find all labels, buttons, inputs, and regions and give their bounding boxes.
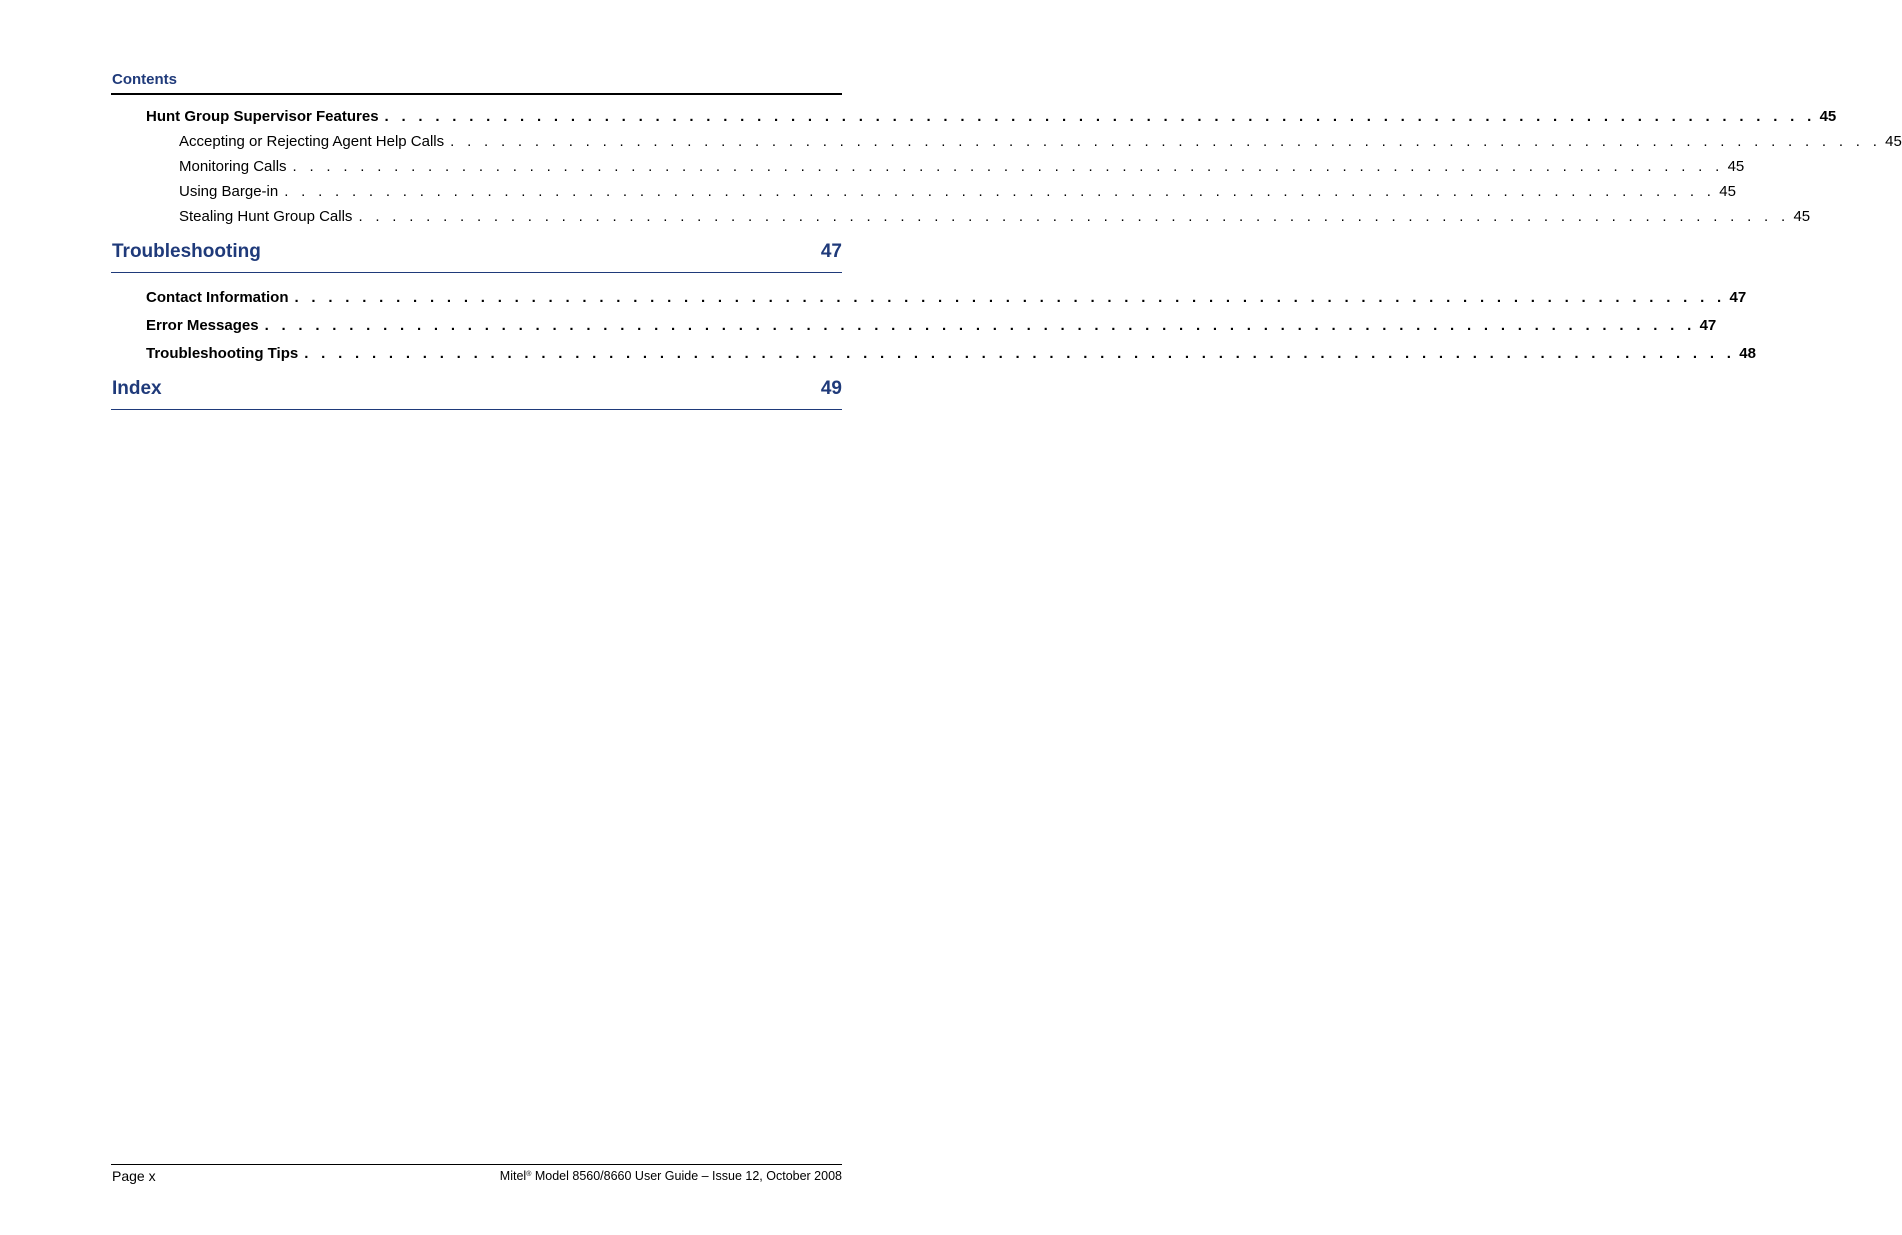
toc-entry-using-barge-in[interactable] <box>179 183 1736 200</box>
section-label: Contents <box>112 71 177 88</box>
dot-leader: . . . . . . . . . . . . . . . . . . . . . . . . . . . . . . . . . . . . . . . . . . . . . . . . . . . . . . . . . . . . . . . . . . . . . . . . . . . . . . . . . . . . . <box>358 208 1790 225</box>
chapter-rule <box>111 409 842 410</box>
toc-entry-accepting-rejecting-agent-help-calls[interactable] <box>179 133 1902 150</box>
toc-entry-stealing-hunt-group-calls[interactable] <box>179 208 1811 225</box>
footer-guide-title: Model 8560/8660 User Guide – Issue 12, October 2008 <box>531 1169 842 1183</box>
toc-entry-title: Accepting or Rejecting Agent Help Calls <box>179 133 445 150</box>
footer-guide-info <box>500 1169 842 1183</box>
toc-entry-page: 45 <box>1727 158 1745 175</box>
toc-chapter-troubleshooting[interactable] <box>112 241 842 263</box>
toc-chapter-index[interactable] <box>112 378 842 400</box>
page-number: Page x <box>112 1168 156 1184</box>
toc-entry-title: Contact Information <box>146 289 289 306</box>
header-rule <box>111 93 842 95</box>
toc-entry-hunt-group-supervisor-features[interactable] <box>146 108 1837 125</box>
dot-leader: . . . . . . . . . . . . . . . . . . . . . . . . . . . . . . . . . . . . . . . . . . . . . . . . . . . . . . . . . . . . . . . . . . . . . . . . . . . . . . . . . . . . . <box>450 133 1882 150</box>
toc-entry-page: 45 <box>1793 208 1811 225</box>
toc-entry-troubleshooting-tips[interactable] <box>146 345 1756 362</box>
toc-entry-page: 48 <box>1739 345 1756 362</box>
toc-entry-title: Monitoring Calls <box>179 158 287 175</box>
toc-entry-page: 45 <box>1719 183 1736 200</box>
dot-leader: . . . . . . . . . . . . . . . . . . . . . . . . . . . . . . . . . . . . . . . . . . . . . . . . . . . . . . . . . . . . . . . . . . . . . . . . . . . . . . . . . . . . . <box>284 183 1716 200</box>
dot-leader: . . . . . . . . . . . . . . . . . . . . . . . . . . . . . . . . . . . . . . . . . . . . . . . . . . . . . . . . . . . . . . . . . . . . . . . . . . . . . . . . . . . . . <box>384 108 1816 125</box>
chapter-title: Troubleshooting <box>112 241 261 262</box>
chapter-page: 49 <box>820 378 842 399</box>
dot-leader: . . . . . . . . . . . . . . . . . . . . . . . . . . . . . . . . . . . . . . . . . . . . . . . . . . . . . . . . . . . . . . . . . . . . . . . . . . . . . . . . . . . . . <box>304 345 1736 362</box>
toc-entry-page: 45 <box>1819 108 1837 125</box>
toc-entry-contact-information[interactable] <box>146 289 1747 306</box>
toc-entry-title: Hunt Group Supervisor Features <box>146 108 379 125</box>
chapter-rule <box>111 272 842 273</box>
toc-entry-page: 47 <box>1729 289 1747 306</box>
toc-entry-page: 47 <box>1699 317 1717 334</box>
dot-leader: . . . . . . . . . . . . . . . . . . . . . . . . . . . . . . . . . . . . . . . . . . . . . . . . . . . . . . . . . . . . . . . . . . . . . . . . . . . . . . . . . . . . . <box>294 289 1726 306</box>
footer-rule <box>111 1164 842 1165</box>
footer-brand: Mitel <box>499 1169 527 1183</box>
toc-entry-page: 45 <box>1885 133 1902 150</box>
chapter-title: Index <box>112 378 162 399</box>
chapter-page: 47 <box>820 241 842 262</box>
registered-mark: ® <box>526 1171 532 1178</box>
toc-entry-title: Troubleshooting Tips <box>146 345 299 362</box>
toc-entry-error-messages[interactable] <box>146 317 1717 334</box>
toc-entry-title: Stealing Hunt Group Calls <box>179 208 353 225</box>
dot-leader: . . . . . . . . . . . . . . . . . . . . . . . . . . . . . . . . . . . . . . . . . . . . . . . . . . . . . . . . . . . . . . . . . . . . . . . . . . . . . . . . . . . . . <box>292 158 1724 175</box>
toc-entry-monitoring-calls[interactable] <box>179 158 1745 175</box>
dot-leader: . . . . . . . . . . . . . . . . . . . . . . . . . . . . . . . . . . . . . . . . . . . . . . . . . . . . . . . . . . . . . . . . . . . . . . . . . . . . . . . . . . . . . <box>264 317 1696 334</box>
toc-entry-title: Error Messages <box>146 317 259 334</box>
toc-entry-title: Using Barge-in <box>179 183 279 200</box>
